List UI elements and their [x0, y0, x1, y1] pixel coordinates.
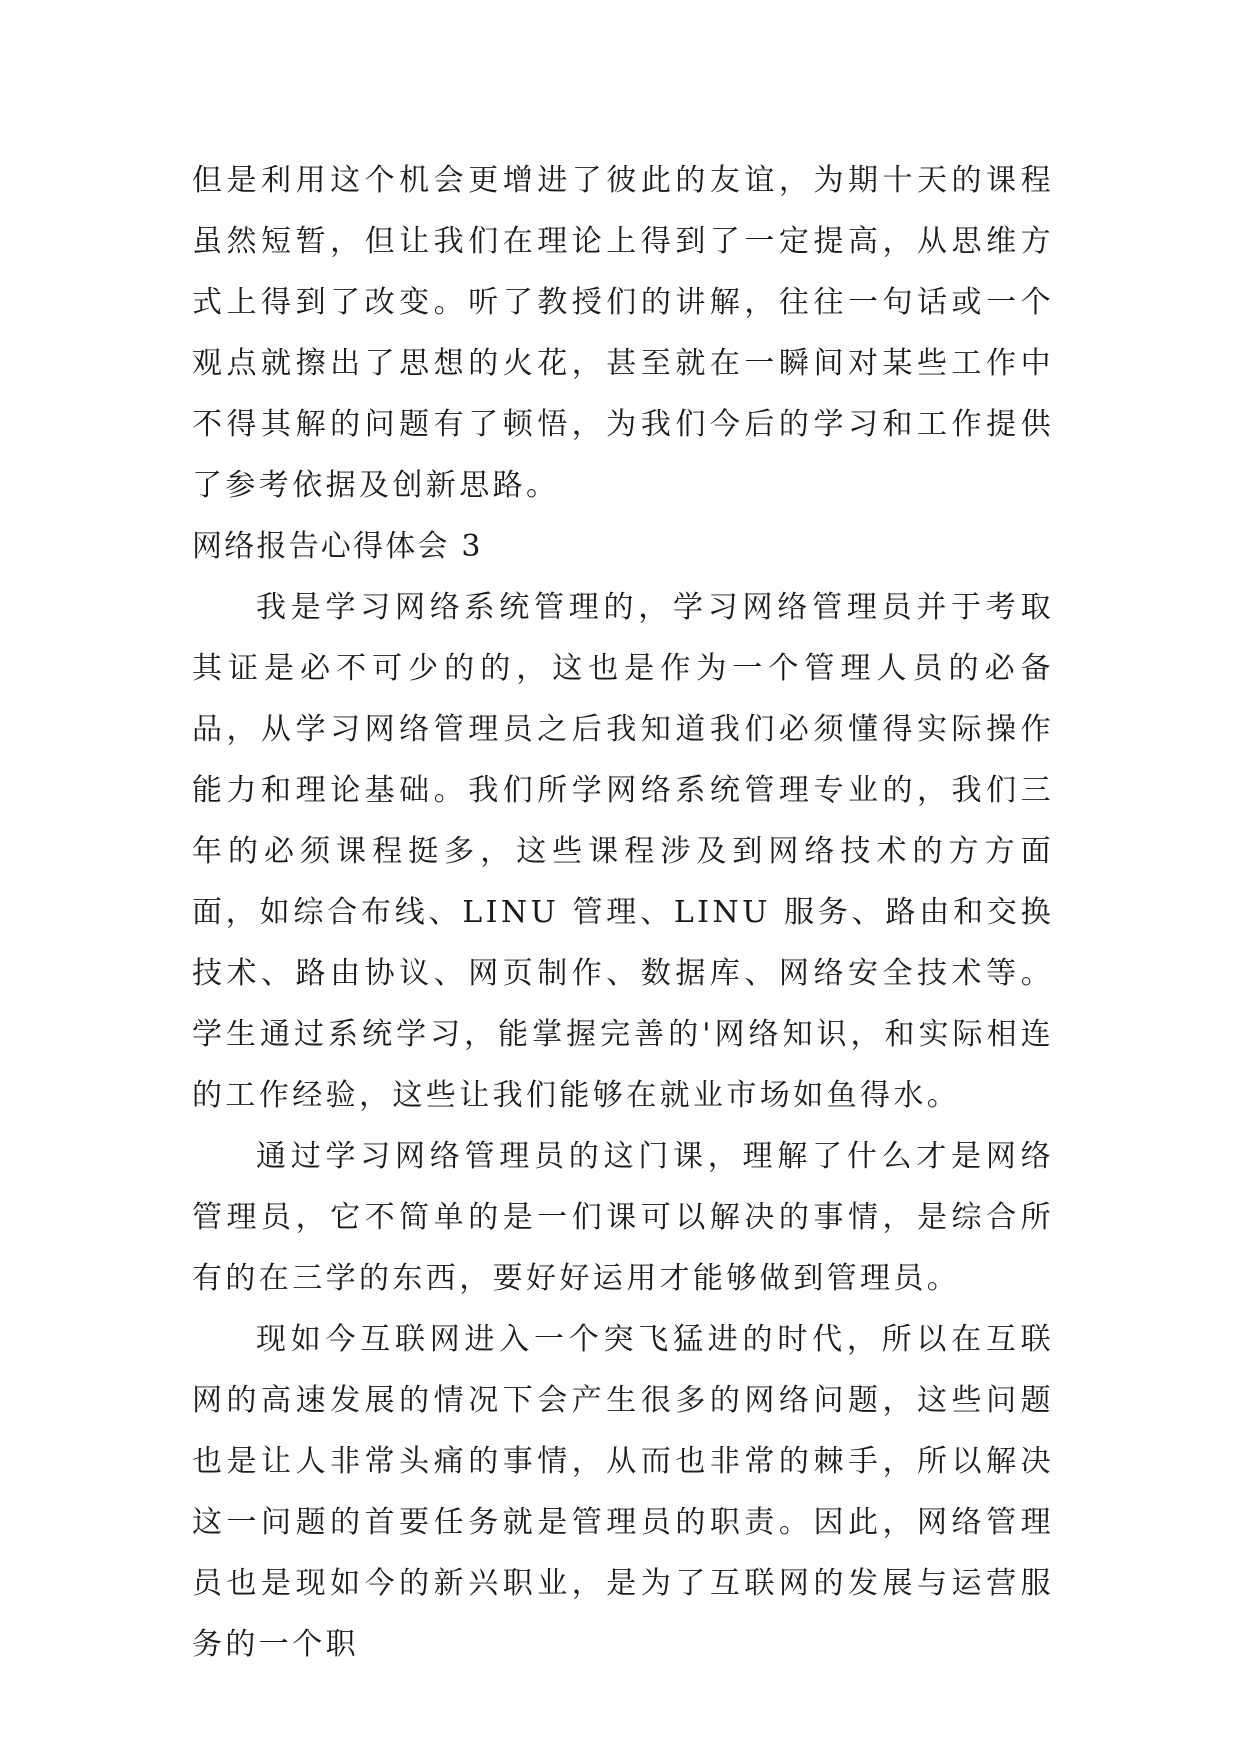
section-heading: 网络报告心得体会 3 [192, 529, 483, 564]
paragraph-internet-era: 现如今互联网进入一个突飞猛进的时代，所以在互联网的高速发展的情况下会产生很多的网络问题，这些问题也是让人非常头痛的事情，从而也非常的棘手，所以解决这一问题的首要任务就是管理员的职责。因此，网络管理员也是现如今的新兴职业，是为了互联网的发展与运营服务的一个职 [192, 1322, 1054, 1662]
paragraph-continuation: 但是利用这个机会更增进了彼此的友谊，为期十天的课程虽然短暂，但让我们在理论上得到了一定提高，从思维方式上得到了改变。听了教授们的讲解，往往一句话或一个观点就擦出了思想的火花，甚至就在一瞬间对某些工作中不得其解的问题有了顿悟，为我们今后的学习和工作提供了参考依据及创新思路。 [192, 163, 1054, 503]
paragraph-course-understanding: 通过学习网络管理员的这门课，理解了什么才是网络管理员，它不简单的是一们课可以解决的事情，是综合所有的在三学的东西，要好好运用才能够做到管理员。 [192, 1139, 1054, 1296]
document-body [192, 150, 1054, 1675]
paragraph-network-admin-study: 我是学习网络系统管理的，学习网络管理员并于考取其证是必不可少的的，这也是作为一个管理人员的必备品，从学习网络管理员之后我知道我们必须懂得实际操作能力和理论基础。我们所学网络系统管理专业的，我们三年的必须课程挺多，这些课程涉及到网络技术的方方面面，如综合布线、LINU 管理、LINU 服务、路由和交换技术、路由协议、网页制作、数据库、网络安全技术等。学生通过系统学习，能掌握完善的'网络知识，和实际相连的工作经验，这些让我们能够在就业市场如鱼得水。 [192, 590, 1054, 1113]
